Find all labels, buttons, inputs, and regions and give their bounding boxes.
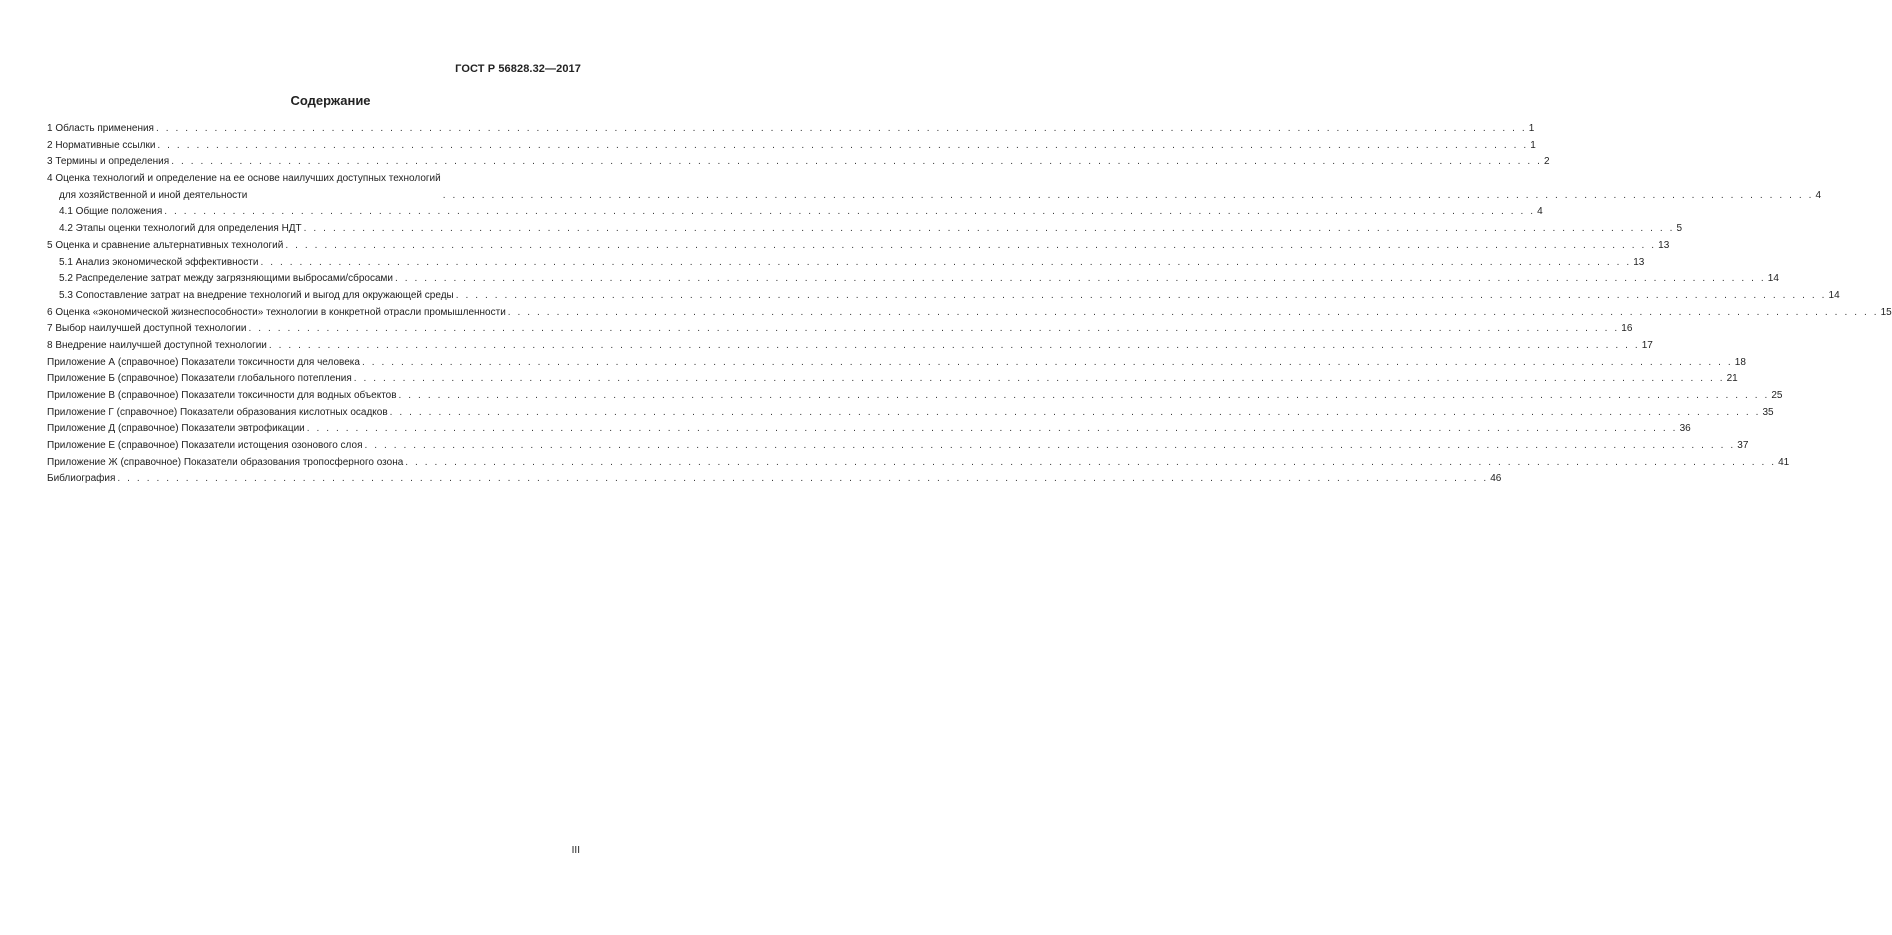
toc-entry-appendix-d[interactable] [47, 421, 1691, 438]
toc-entry-page: 21 [1726, 373, 1738, 385]
toc-leader-dots [285, 238, 1656, 255]
toc-entry-page: 13 [1633, 256, 1645, 268]
toc-entry-appendix-zh[interactable] [47, 455, 1790, 472]
toc-leader-dots [456, 288, 1827, 305]
toc-entry-5-3[interactable] [47, 288, 1840, 305]
toc-entry-8[interactable] [47, 338, 1653, 355]
toc-leader-dots [395, 271, 1766, 288]
toc-entry-text: 3 Термины и определения [47, 156, 170, 168]
toc-entry-4[interactable] [47, 171, 1822, 204]
toc-leader-dots [157, 138, 1528, 155]
toc-leader-dots [171, 154, 1542, 171]
toc-entry-text: 5.2 Распределение затрат между загрязняющими выбросами/сбросами [59, 273, 393, 285]
toc-entry-text-line2: для хозяйственной и иной деятельности [59, 189, 248, 201]
toc-entry-text: 2 Нормативные ссылки [47, 139, 156, 151]
toc-entry-text: 6 Оценка «экономической жизнеспособности» технологии в конкретной отрасли промышленности [47, 306, 506, 318]
toc-entry-page: 1 [1528, 122, 1535, 134]
toc-entry-text: Приложение Е (справочное) Показатели истощения озонового слоя [47, 440, 363, 452]
toc-leader-dots [304, 221, 1675, 238]
toc-entry-page: 16 [1621, 323, 1633, 335]
toc-entry-page: 5 [1676, 223, 1683, 235]
toc-entry-page: 1 [1530, 139, 1536, 151]
toc-entry-page: 17 [1641, 339, 1653, 351]
toc-entry-text: 5.3 Сопоставление затрат на внедрение технологий и выгод для окружающей среды [59, 289, 454, 301]
toc-leader-dots [156, 121, 1527, 138]
toc-entry-6[interactable] [47, 305, 1892, 322]
toc-entry-page: 25 [1771, 390, 1783, 402]
toc-entry-page: 15 [1880, 306, 1892, 318]
table-of-contents [47, 121, 1892, 488]
toc-entry-page: 36 [1679, 423, 1691, 435]
toc-entry-text: Приложение Г (справочное) Показатели образования кислотных осадков [47, 406, 388, 418]
toc-entry-text: 4.1 Общие положения [59, 206, 163, 218]
toc-leader-dots [390, 405, 1761, 422]
toc-entry-1[interactable] [47, 121, 1535, 138]
toc-leader-dots [117, 471, 1488, 488]
toc-entry-page: 14 [1767, 273, 1779, 285]
toc-entry-text [47, 171, 441, 204]
toc-leader-dots [248, 321, 1619, 338]
toc-entry-text: 4.2 Этапы оценки технологий для определения НДТ [59, 223, 302, 235]
toc-entry-appendix-b[interactable] [47, 371, 1738, 388]
toc-leader-dots [364, 438, 1735, 455]
toc-entry-4-2[interactable] [47, 221, 1683, 238]
toc-entry-text-line1: 4 Оценка технологий и определение на ее основе наилучших доступных технологий [47, 173, 441, 185]
toc-entry-appendix-e[interactable] [47, 438, 1749, 455]
page-number: III [571, 845, 580, 856]
toc-entry-page: 46 [1490, 473, 1502, 485]
toc-entry-page: 41 [1778, 456, 1790, 468]
toc-entry-text: Библиография [47, 473, 116, 485]
toc-leader-dots [260, 255, 1631, 272]
toc-entry-text: Приложение Д (справочное) Показатели эвтрофикации [47, 423, 305, 435]
toc-entry-text: 8 Внедрение наилучшей доступной технологии [47, 339, 267, 351]
toc-entry-bibliography[interactable] [47, 471, 1502, 488]
toc-leader-dots [443, 188, 1814, 205]
toc-leader-dots [399, 388, 1770, 405]
toc-leader-dots [269, 338, 1640, 355]
toc-entry-appendix-v[interactable] [47, 388, 1783, 405]
toc-leader-dots [164, 204, 1535, 221]
toc-entry-text: 7 Выбор наилучшей доступной технологии [47, 323, 247, 335]
toc-leader-dots [508, 305, 1879, 322]
toc-entry-page: 4 [1815, 189, 1822, 201]
toc-entry-page: 4 [1537, 206, 1543, 218]
toc-entry-3[interactable] [47, 154, 1550, 171]
toc-entry-text: 1 Область применения [47, 122, 154, 134]
toc-entry-appendix-g[interactable] [47, 405, 1774, 422]
toc-leader-dots [307, 421, 1678, 438]
toc-leader-dots [362, 355, 1733, 372]
toc-entry-5-1[interactable] [47, 255, 1645, 272]
toc-leader-dots [354, 371, 1725, 388]
toc-entry-page: 14 [1828, 289, 1840, 301]
toc-entry-page: 13 [1658, 239, 1670, 251]
toc-entry-page: 18 [1734, 356, 1746, 368]
toc-title: Содержание [290, 93, 371, 108]
toc-entry-text: Приложение Ж (справочное) Показатели образования тропосферного озона [47, 456, 404, 468]
toc-entry-text: Приложение Б (справочное) Показатели глобального потепления [47, 373, 352, 385]
toc-entry-text: Приложение А (справочное) Показатели токсичности для человека [47, 356, 360, 368]
toc-entry-appendix-a[interactable] [47, 355, 1746, 372]
toc-entry-5-2[interactable] [47, 271, 1779, 288]
toc-entry-page: 35 [1762, 406, 1774, 418]
toc-entry-text: 5.1 Анализ экономической эффективности [59, 256, 259, 268]
document-code: ГОСТ Р 56828.32—2017 [455, 63, 581, 75]
toc-entry-4-1[interactable] [47, 204, 1543, 221]
toc-entry-page: 2 [1544, 156, 1550, 168]
toc-leader-dots [405, 455, 1776, 472]
toc-entry-5[interactable] [47, 238, 1670, 255]
toc-entry-page: 37 [1737, 440, 1749, 452]
toc-entry-7[interactable] [47, 321, 1633, 338]
toc-entry-text: Приложение В (справочное) Показатели токсичности для водных объектов [47, 390, 397, 402]
toc-entry-2[interactable] [47, 138, 1536, 155]
toc-entry-text: 5 Оценка и сравнение альтернативных технологий [47, 239, 284, 251]
